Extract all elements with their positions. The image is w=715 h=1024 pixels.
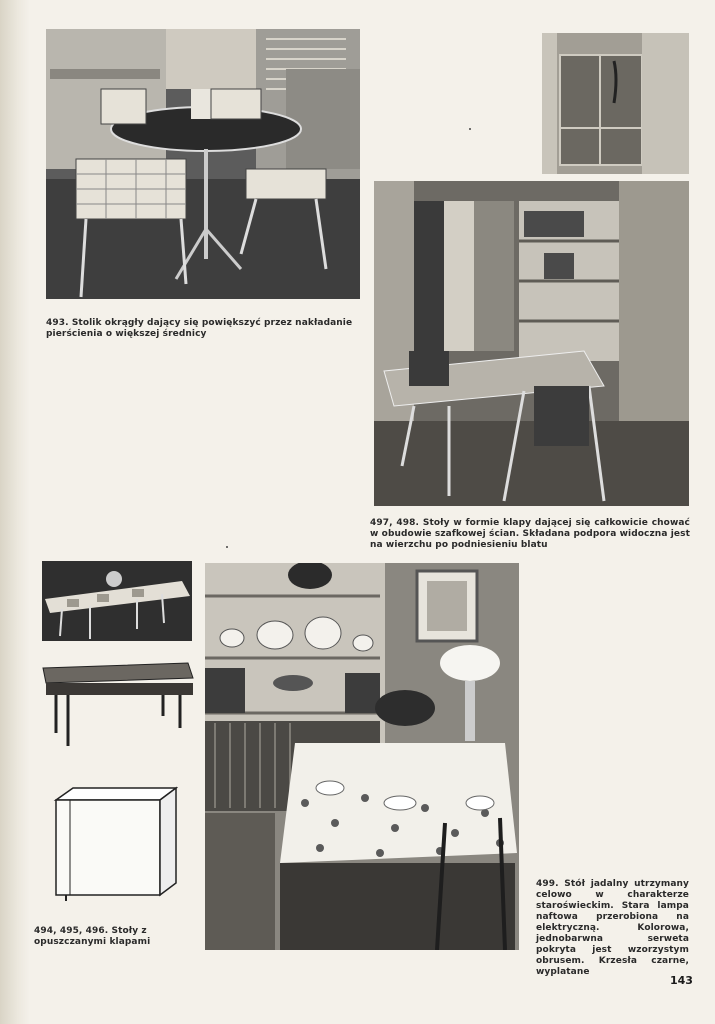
photo-499-dining-table: [205, 563, 519, 950]
decorative-dot: [469, 128, 471, 130]
caption-499: 499. Stół jadalny utrzymany celowo w charakterze staroświeckim. Stara lampa naftowa przerobiona na elektryczną. Kolorowa, jednobarwna serweta pokryta jest wzorzystym obrusem. Krzesła czarne, wyplatane: [536, 879, 689, 977]
drawing-496-folded-table: [48, 785, 178, 903]
caption-497-498: 497, 498. Stoły w formie klapy dającej się całkowicie chować w obudowie szafkowej ścian. Składana podpora widoczna jest na wierzchu po podniesieniu blatu: [370, 518, 690, 550]
decorative-dot: [226, 546, 228, 548]
photo-493-round-table: [46, 29, 360, 299]
caption-493: 493. Stolik okrągły dający się powiększyć przez nakładanie pierścienia o większej średnicy: [46, 318, 353, 339]
photo-494-drop-leaf-table: [42, 561, 192, 641]
photo-497-cabinet-closed: [542, 33, 689, 174]
book-spine-shadow: [0, 0, 30, 1024]
caption-494-496: 494, 495, 496. Stoły z opuszczanymi klapami: [34, 926, 151, 947]
drawing-495-table: [38, 658, 198, 748]
page-number: 143: [670, 974, 693, 987]
photo-498-cabinet-open: [374, 181, 689, 506]
